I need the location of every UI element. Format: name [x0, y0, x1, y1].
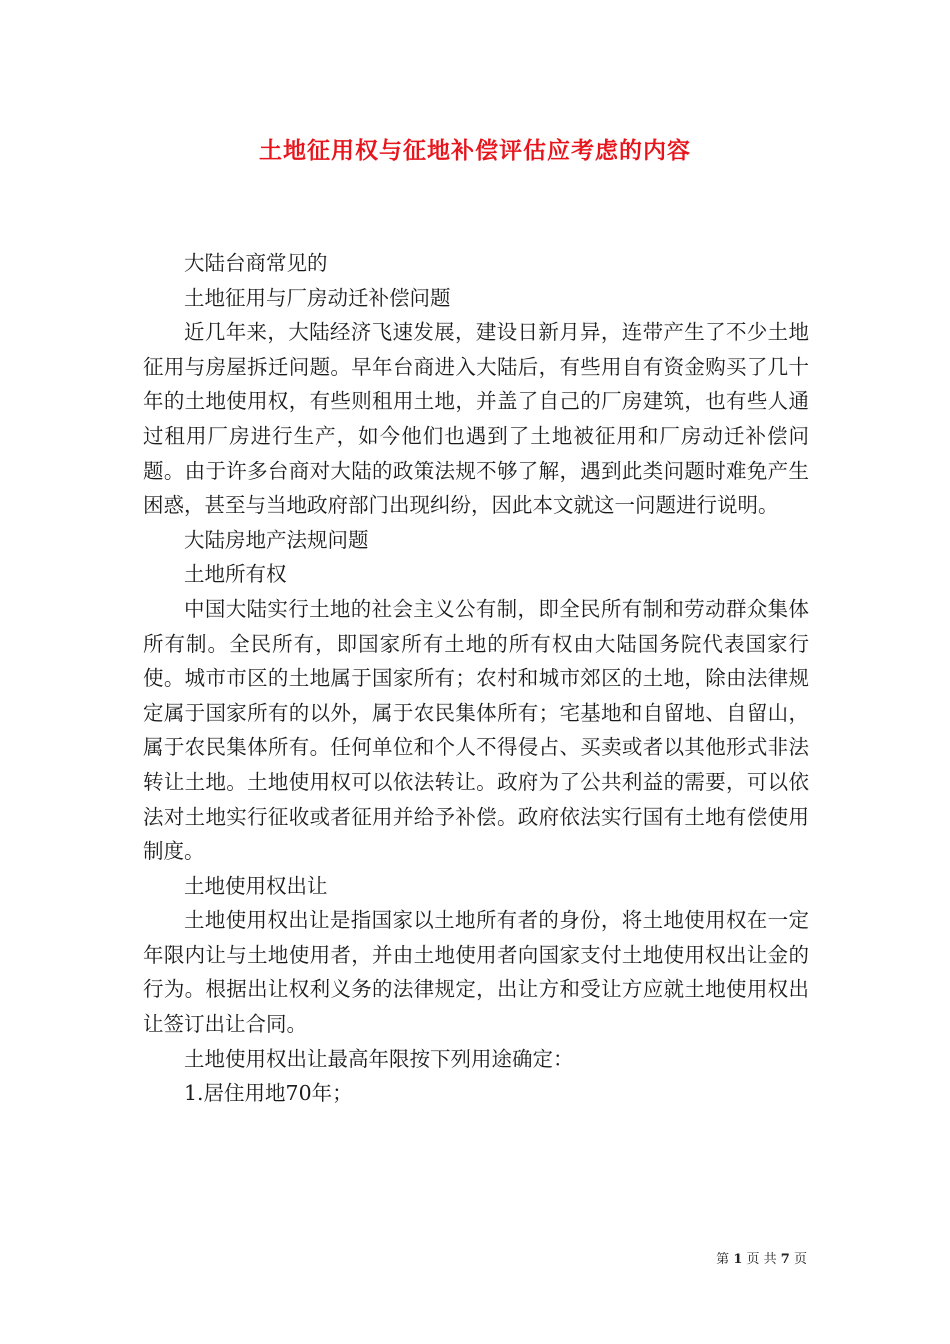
footer-middle: 页 共	[746, 1252, 777, 1267]
paragraph: 大陆台商常见的	[184, 251, 328, 275]
total-pages-number: 7	[780, 1252, 790, 1267]
footer-prefix: 第	[716, 1252, 730, 1267]
page-number-footer	[716, 1248, 807, 1267]
paragraph: 1.居住用地70年；	[184, 1081, 353, 1106]
paragraph: 土地使用权出让是指国家以土地所有者的身份，将土地使用权在一定年限内让与土地使用者，并由土地使用者向国家支付土地使用权出让金的行为。根据出让权利义务的法律规定，出让方和受让方应就土地使用权出让签订出让合同。	[143, 908, 809, 1037]
current-page-number: 1	[733, 1252, 743, 1267]
paragraph: 近几年来，大陆经济飞速发展，建设日新月异，连带产生了不少土地征用与房屋拆迁问题。早年台商进入大陆后，有些用自有资金购买了几十年的土地使用权，有些则租用土地，并盖了自己的厂房建筑，也有些人通过租用厂房进行生产，如今他们也遇到了土地被征用和厂房动迁补偿问题。由于许多台商对大陆的政策法规不够了解，遇到此类问题时难免产生困惑，甚至与当地政府部门出现纠纷，因此本文就这一问题进行说明。	[143, 320, 809, 518]
footer-suffix: 页	[793, 1252, 807, 1267]
paragraph: 大陆房地产法规问题	[184, 527, 369, 552]
paragraph: 中国大陆实行土地的社会主义公有制，即全民所有制和劳动群众集体所有制。全民所有，即国家所有土地的所有权由大陆国务院代表国家行使。城市市区的土地属于国家所有；农村和城市郊区的土地，除由法律规定属于国家所有的以外，属于农民集体所有；宅基地和自留地、自留山，属于农民集体所有。任何单位和个人不得侵占、买卖或者以其他形式非法转让土地。土地使用权可以依法转让。政府为了公共利益的需要，可以依法对土地实行征收或者征用并给予补偿。政府依法实行国有土地有偿使用制度。	[143, 596, 809, 864]
paragraph: 土地使用权出让	[184, 873, 328, 898]
document-title: 土地征用权与征地补偿评估应考虑的内容	[259, 137, 691, 164]
paragraph: 土地使用权出让最高年限按下列用途确定：	[184, 1046, 574, 1071]
document-body	[143, 246, 809, 1111]
paragraph: 土地所有权	[184, 562, 287, 587]
paragraph: 土地征用与厂房动迁补偿问题	[184, 285, 451, 310]
